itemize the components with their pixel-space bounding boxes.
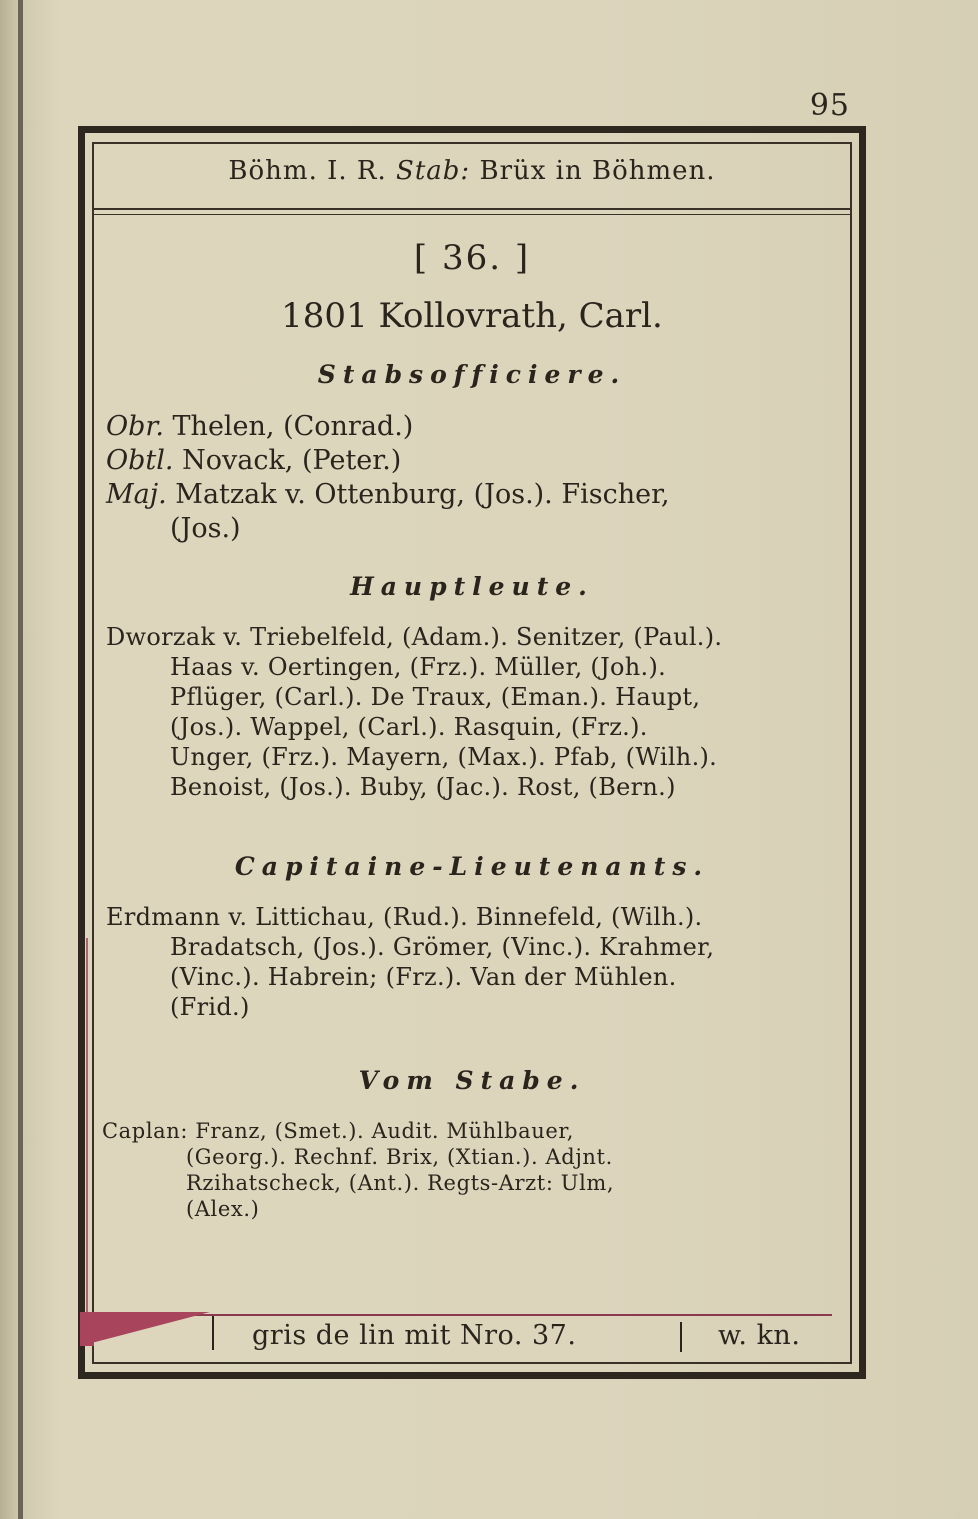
officer-name: (Jos.) (170, 513, 241, 544)
uniform-color-text: gris de lin mit Nro. 37. (252, 1320, 577, 1351)
section-title-capitaine-lieutenants: Capitaine-Lieutenants. (234, 852, 710, 881)
facing-color-swatch (80, 1310, 212, 1350)
margin-color-mark (86, 938, 88, 1318)
stab-location: Brüx in Böhmen. (479, 156, 716, 186)
officer-entry-continuation (106, 512, 908, 546)
button-color-text: w. kn. (718, 1320, 801, 1351)
officer-rank: Maj. (106, 479, 167, 510)
list-line: (Alex.) (186, 1197, 260, 1221)
officer-entry (106, 444, 844, 478)
list-line: (Vinc.). Habrein; (Frz.). Van der Mühlen. (170, 963, 677, 991)
list-line: Pflüger, (Carl.). De Traux, (Eman.). Haupt, (170, 683, 701, 711)
page-number: 95 (809, 88, 850, 123)
regiment-number: [ 36. ] (413, 238, 531, 278)
list-line: Unger, (Frz.). Mayern, (Max.). Pfab, (Wilh.). (170, 743, 718, 771)
footer-divider (680, 1322, 682, 1352)
list-line: Erdmann v. Littichau, (Rud.). Binnefeld, (Wilh.). (106, 903, 703, 931)
regiment-owner: 1801 Kollovrath, Carl. (281, 296, 663, 336)
capitaine-lieutenants-list (106, 902, 844, 1022)
list-line: Rzihatscheck, (Ant.). Regts-Arzt: Ulm, (186, 1171, 615, 1195)
hauptleute-list (106, 622, 844, 802)
list-line: (Frid.) (170, 993, 250, 1021)
list-line: Dworzak v. Triebelfeld, (Adam.). Senitzer, (Paul.). (106, 623, 723, 651)
officer-name: Thelen, (Conrad.) (172, 411, 414, 442)
list-line: (Jos.). Wappel, (Carl.). Rasquin, (Frz.). (170, 713, 648, 741)
regiment-header (92, 156, 852, 186)
officer-entry (106, 410, 844, 444)
officer-name: Matzak v. Ottenburg, (Jos.). Fischer, (175, 479, 670, 510)
section-title-hauptleute: Hauptleute. (350, 572, 594, 601)
list-line: Haas v. Oertingen, (Frz.). Müller, (Joh.). (170, 653, 667, 681)
section-title-stabsofficiere: Stabsofficiere. (317, 360, 627, 389)
header-rule (92, 208, 852, 210)
list-line: Bradatsch, (Jos.). Grömer, (Vinc.). Krahmer, (170, 933, 715, 961)
officer-rank: Obtl. (106, 445, 174, 476)
header-rule-thin (92, 214, 852, 215)
officer-entry (106, 478, 844, 512)
list-line: (Georg.). Rechnf. Brix, (Xtian.). Adjnt. (186, 1145, 613, 1169)
section-title-vom-stabe: Vom Stabe. (358, 1066, 586, 1095)
officer-rank: Obr. (106, 411, 164, 442)
officer-name: Novack, (Peter.) (182, 445, 402, 476)
binding-gutter (18, 0, 23, 1519)
list-line: Caplan: Franz, (Smet.). Audit. Mühlbauer, (102, 1119, 575, 1143)
regiment-prefix: Böhm. I. R. (228, 156, 387, 186)
footer-divider (212, 1316, 214, 1350)
vom-stabe-list (102, 1118, 844, 1222)
stab-label: Stab: (396, 156, 471, 186)
list-line: Benoist, (Jos.). Buby, (Jac.). Rost, (Bern.) (170, 773, 676, 801)
